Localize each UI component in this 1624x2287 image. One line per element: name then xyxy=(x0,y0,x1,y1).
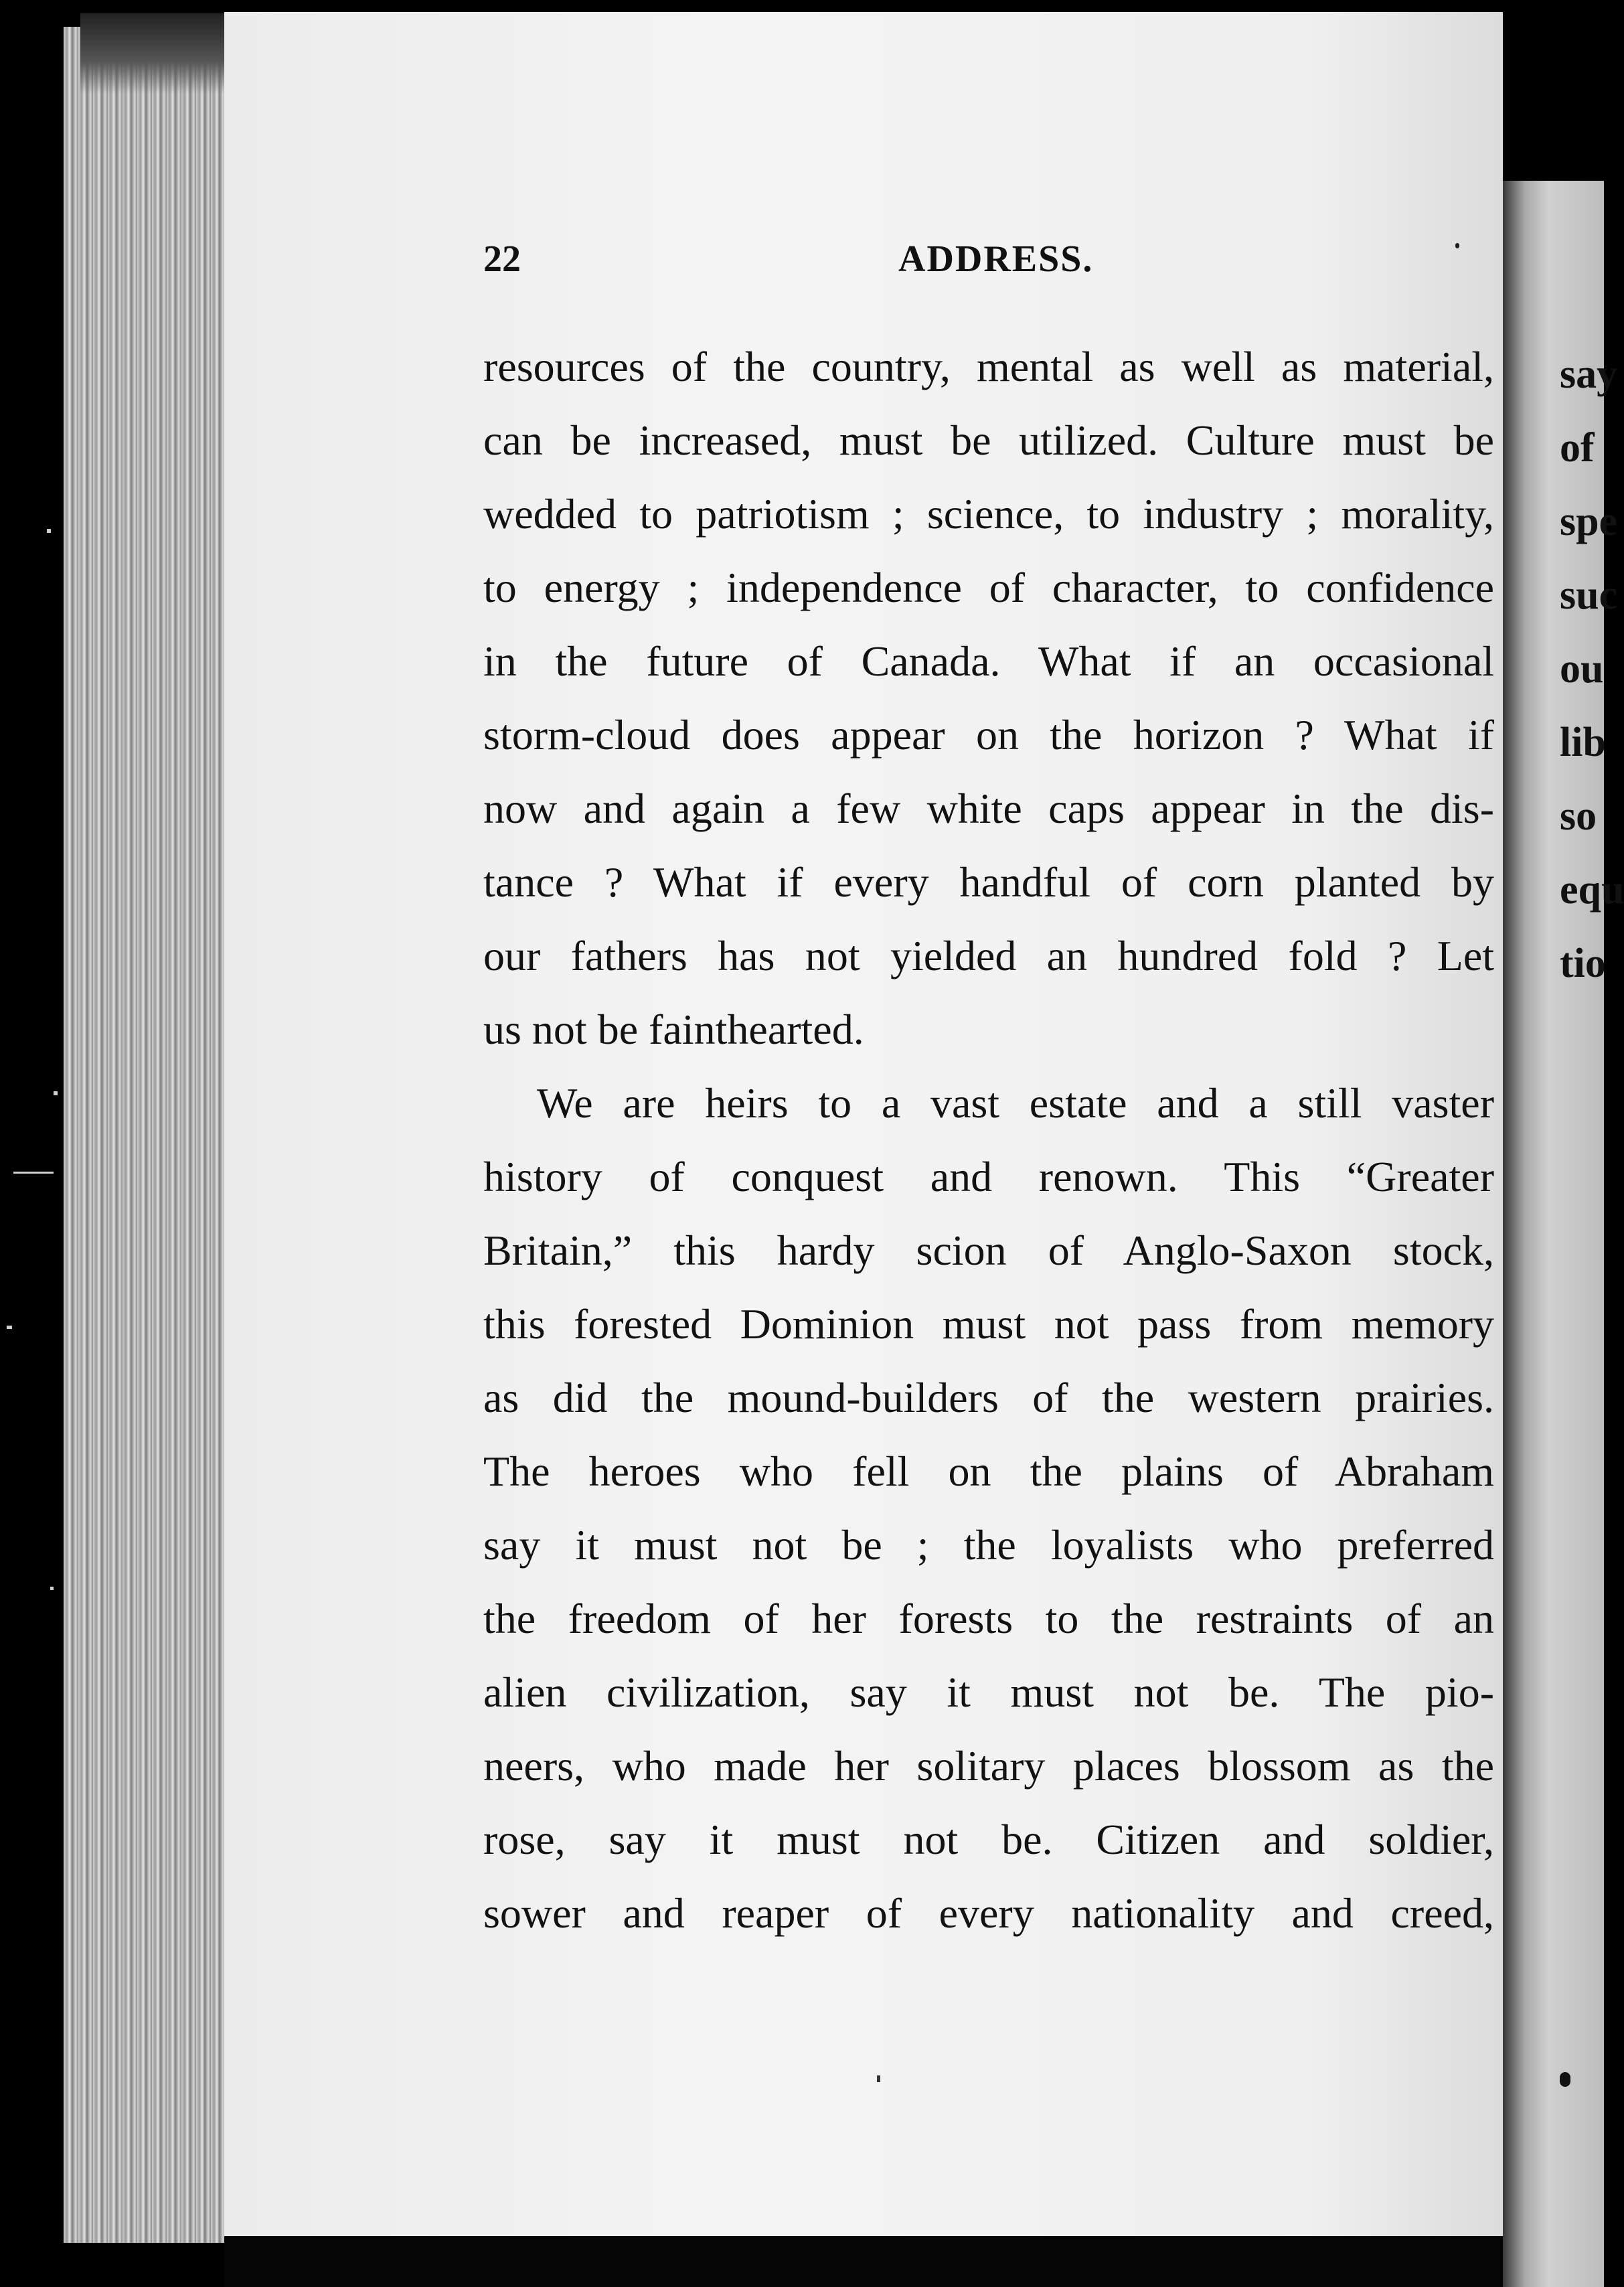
text-line: to energy ; independence of character, to confidence xyxy=(483,564,1494,611)
next-page-fragment: ou xyxy=(1560,646,1604,692)
page-edges-shadow xyxy=(80,13,228,94)
body-text xyxy=(483,330,1494,1950)
next-page-edge xyxy=(1503,181,1624,2287)
next-page-fragment: tio xyxy=(1560,941,1606,986)
text-line: us not be fainthearted. xyxy=(483,1006,864,1053)
text-line: say it must not be ; the loyalists who preferred xyxy=(483,1521,1494,1569)
text-line: history of conquest and renown. This “Greater xyxy=(483,1153,1494,1200)
running-title: ADDRESS. xyxy=(898,238,1094,280)
text-line: rose, say it must not be. Citizen and soldier, xyxy=(483,1816,1494,1863)
text-line: the freedom of her forests to the restraints of an xyxy=(483,1595,1494,1642)
text-line: resources of the country, mental as well as material, xyxy=(483,343,1494,390)
text-line: in the future of Canada. What if an occasional xyxy=(483,637,1494,685)
left-margin-marks xyxy=(0,0,64,2287)
text-line: sower and reaper of every nationality and creed, xyxy=(483,1889,1494,1937)
text-line: storm-cloud does appear on the horizon ? What if xyxy=(483,711,1494,759)
text-line: wedded to patriotism ; science, to industry ; morality, xyxy=(483,490,1494,538)
text-line: The heroes who fell on the plains of Abraham xyxy=(483,1447,1494,1495)
next-page-fragment: lib xyxy=(1560,720,1606,765)
text-line: We are heirs to a vast estate and a still vaster xyxy=(537,1079,1494,1127)
page-number: 22 xyxy=(483,238,521,280)
next-page-fragment: suc xyxy=(1560,572,1618,618)
next-page-fragment: of xyxy=(1560,425,1595,471)
next-page-fragment: equ xyxy=(1560,867,1624,913)
text-line: this forested Dominion must not pass from memory xyxy=(483,1300,1494,1348)
next-page-fragment: say xyxy=(1560,351,1618,397)
text-line: as did the mound-builders of the western prairies. xyxy=(483,1374,1494,1421)
page-edges xyxy=(64,27,228,2243)
text-line: alien civilization, say it must not be. The pio- xyxy=(483,1668,1494,1716)
text-line: can be increased, must be utilized. Culture must be xyxy=(483,416,1494,464)
text-line: neers, who made her solitary places blossom as the xyxy=(483,1742,1494,1790)
page-bottom-shadow xyxy=(224,2236,1503,2287)
next-page-fragment: spe xyxy=(1560,499,1618,544)
next-page-fragment: so xyxy=(1560,793,1597,839)
running-head xyxy=(483,238,1494,291)
ink-speck xyxy=(1455,243,1459,248)
text-line: our fathers has not yielded an hundred fold ? Let xyxy=(483,932,1494,979)
text-line: tance ? What if every handful of corn planted by xyxy=(483,858,1494,906)
next-page-mark xyxy=(1560,2072,1570,2087)
text-line: Britain,” this hardy scion of Anglo-Saxon stock, xyxy=(483,1227,1494,1274)
text-line: now and again a few white caps appear in the dis- xyxy=(483,785,1494,832)
ink-speck xyxy=(877,2075,880,2082)
